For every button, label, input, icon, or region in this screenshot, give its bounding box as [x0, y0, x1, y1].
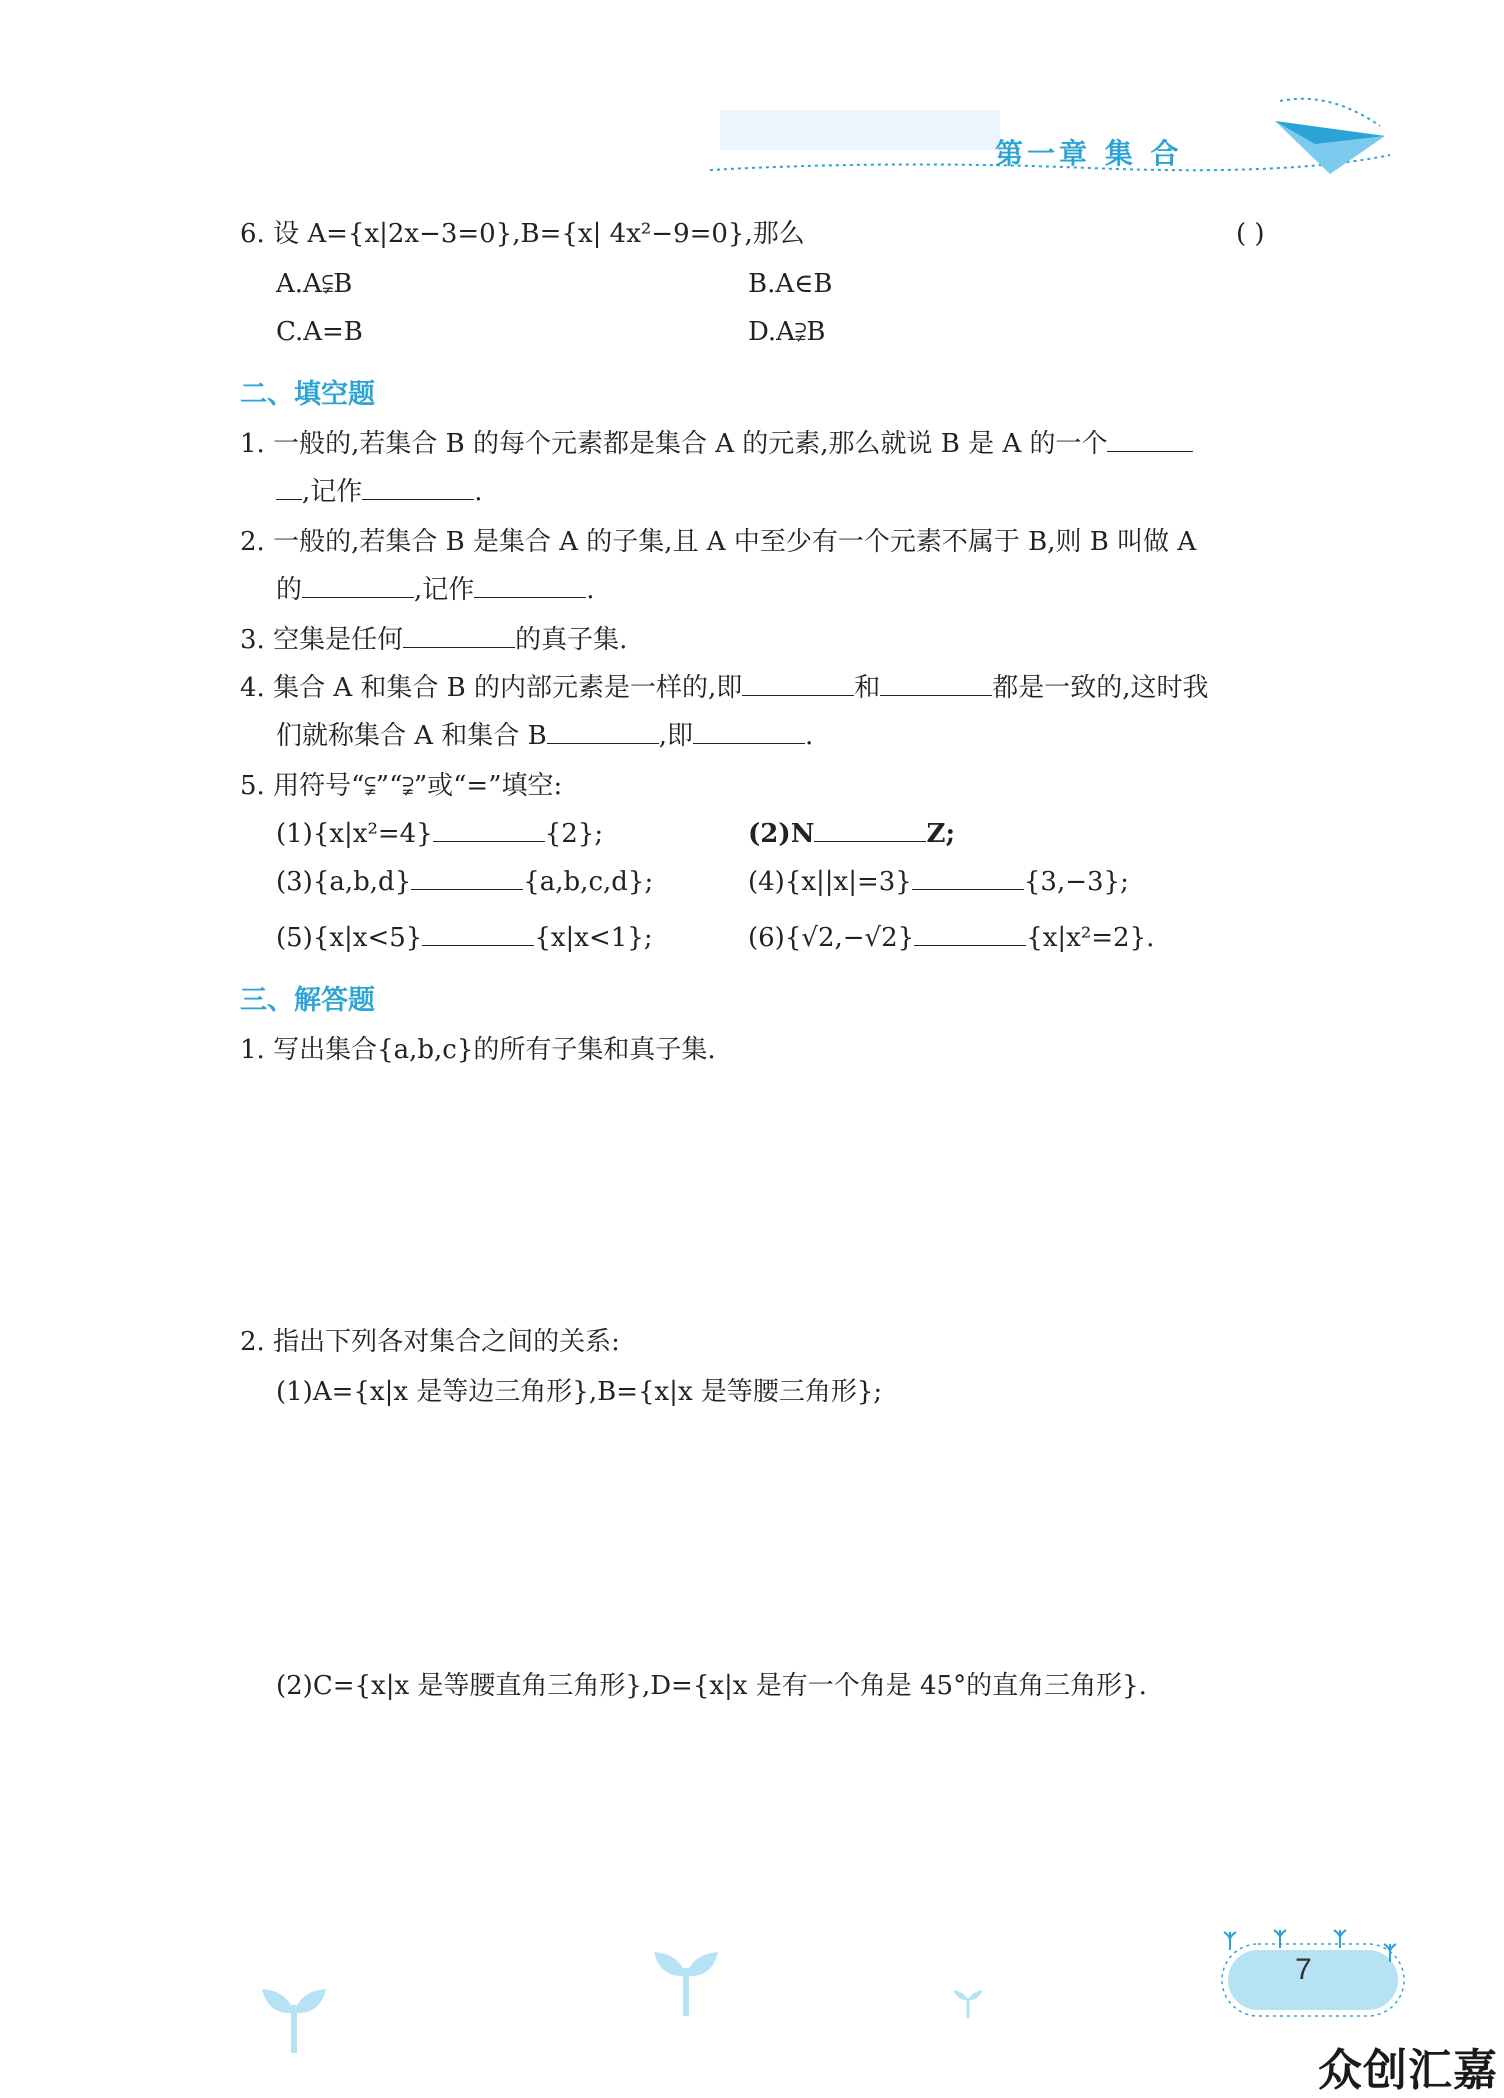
q5-left: (5){x|x<5}	[276, 923, 423, 953]
q5-left: (4){x||x|=3}	[748, 867, 912, 897]
q6-option-c: C.A=B	[276, 317, 363, 347]
blank[interactable]	[433, 817, 545, 842]
blank[interactable]	[362, 475, 474, 500]
fill-q5-stem: 5. 用符号“⫋”“⫌”或“=”填空:	[240, 771, 563, 801]
fill-q1-line1	[240, 426, 1193, 462]
page-number: 7	[1295, 1953, 1312, 1986]
fill-q3-text-a: 3. 空集是任何	[240, 625, 404, 655]
answer-q2-part1: (1)A={x|x 是等边三角形},B={x|x 是等腰三角形};	[276, 1377, 883, 1407]
q5-right: {3,−3};	[1023, 867, 1129, 897]
q5-right: {a,b,c,d};	[523, 867, 654, 897]
q5-right: Z;	[926, 819, 956, 849]
q5-left: (2)N	[748, 819, 815, 849]
blank[interactable]	[1107, 427, 1193, 452]
fill-q1-line2: ,记作 .	[276, 474, 483, 510]
fill-q4-line2: 们就称集合 A 和集合 B ,即 .	[276, 721, 814, 751]
fill-q5-item-2	[748, 816, 955, 852]
blank[interactable]	[880, 671, 992, 696]
q6-stem: 6. 设 A={x|2x−3=0},B={x| 4x²−9=0},那么	[240, 219, 805, 249]
q6-option-d: D.A⫌B	[748, 317, 826, 347]
fill-q5-item-5	[276, 920, 653, 956]
q5-right: {x|x<1};	[534, 923, 653, 953]
blank[interactable]	[276, 475, 302, 500]
chapter-title: 第一章 集 合	[995, 137, 1183, 170]
fill-q4-line1	[240, 670, 1209, 706]
paper-plane-icon	[1270, 96, 1390, 176]
fill-q4-text-c: 都是一致的,这时我	[992, 673, 1209, 703]
section-fill-blank-title: 二、填空题	[240, 379, 375, 410]
watermark: 众创汇嘉	[1318, 2045, 1498, 2096]
blank[interactable]	[914, 921, 1026, 946]
answer-q2-part2: (2)C={x|x 是等腰直角三角形},D={x|x 是有一个角是 45°的直角三角形}.	[276, 1671, 1147, 1701]
fill-q2-text-b: ,记作	[414, 575, 475, 605]
q5-left: (6){√2,−√2}	[748, 923, 915, 953]
q5-right: {2};	[544, 819, 604, 849]
fill-q4-text-a: 4. 集合 A 和集合 B 的内部元素是一样的,即	[240, 673, 743, 703]
fill-q2-line2: 的 ,记作 .	[276, 575, 595, 605]
fill-q3	[240, 622, 627, 658]
fill-q5-item-1	[276, 816, 603, 852]
sprout-icon	[650, 1948, 722, 2018]
blank[interactable]	[814, 817, 926, 842]
fill-q2-line1: 2. 一般的,若集合 B 是集合 A 的子集,且 A 中至少有一个元素不属于 B,则 B 叫做 A	[240, 527, 1197, 557]
fill-q5-item-3	[276, 864, 653, 900]
fill-q5-item-4	[748, 864, 1129, 900]
blank[interactable]	[547, 719, 659, 744]
blank[interactable]	[403, 623, 515, 648]
blank[interactable]	[693, 719, 805, 744]
fill-q4-text-e: ,即	[658, 721, 693, 751]
fill-q2-text-a: 的	[276, 575, 303, 605]
sprout-icon	[952, 1988, 984, 2018]
blank[interactable]	[742, 671, 854, 696]
blank[interactable]	[411, 865, 523, 890]
section-answer-title: 三、解答题	[240, 985, 375, 1016]
fill-q1-text2: ,记作	[302, 477, 363, 507]
q5-left: (3){a,b,d}	[276, 867, 412, 897]
q6-option-a: A.A⫋B	[276, 269, 353, 299]
blank[interactable]	[912, 865, 1024, 890]
fill-q4-text-b: 和	[854, 673, 881, 703]
fill-q4-text-d: 们就称集合 A 和集合 B	[276, 721, 547, 751]
blank[interactable]	[302, 573, 414, 598]
fill-q3-text-b: 的真子集.	[515, 625, 628, 655]
q6-answer-paren: ( )	[1236, 219, 1265, 249]
q5-right: {x|x²=2}.	[1026, 923, 1155, 953]
sprout-icon	[258, 1985, 330, 2055]
q6-option-b: B.A∈B	[748, 269, 833, 299]
blank[interactable]	[422, 921, 534, 946]
answer-q1: 1. 写出集合{a,b,c}的所有子集和真子集.	[240, 1035, 716, 1065]
q5-left: (1){x|x²=4}	[276, 819, 433, 849]
fill-q5-item-6	[748, 920, 1154, 956]
answer-q2-stem: 2. 指出下列各对集合之间的关系:	[240, 1327, 620, 1357]
blank[interactable]	[474, 573, 586, 598]
fill-q1-text: 1. 一般的,若集合 B 的每个元素都是集合 A 的元素,那么就说 B 是 A 的一个	[240, 429, 1108, 459]
